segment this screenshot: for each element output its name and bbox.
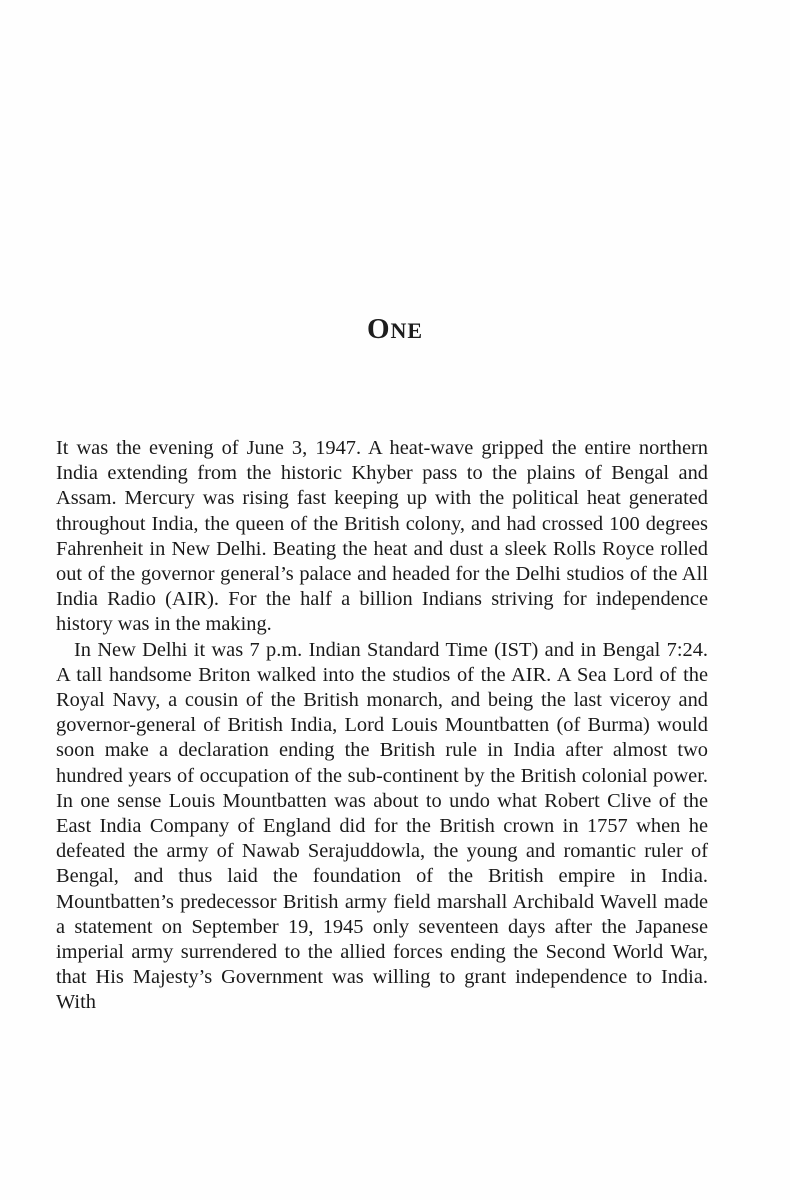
chapter-body [56, 436, 708, 1016]
paragraph-2: In New Delhi it was 7 p.m. Indian Standard Time (IST) and in Bengal 7:24. A tall handsome Briton walked into the studios of the AIR. A Sea Lord of the Royal Navy, a cousin of the British monarch, and being the last viceroy and governor-general of British India, Lord Louis Mountbatten (of Burma) would soon make a declaration ending the British rule in India after almost two hundred years of occupation of the sub-continent by the British colonial power. In one sense Louis Mountbatten was about to undo what Robert Clive of the East India Company of England did for the British crown in 1757 when he defeated the army of Nawab Serajuddowla, the young and romantic ruler of Bengal, and thus laid the foundation of the British empire in India. Mountbatten’s predecessor British army field marshall Archibald Wavell made a statement on September 19, 1945 only seventeen days after the Japanese imperial army surrendered to the allied forces ending the Second World War, that His Majesty’s Government was willing to grant independence to India. With [56, 638, 708, 1014]
chapter-title: ONE [366, 313, 424, 345]
paragraph-1: It was the evening of June 3, 1947. A heat-wave gripped the entire northern India extending from the historic Khyber pass to the plains of Bengal and Assam. Mercury was rising fast keeping up with the political heat generated throughout India, the queen of the British colony, and had crossed 100 degrees Fahrenheit in New Delhi. Beating the heat and dust a sleek Rolls Royce rolled out of the governor general’s palace and headed for the Delhi studios of the All India Radio (AIR). For the half a billion Indians striving for independence history was in the making. [56, 437, 708, 636]
